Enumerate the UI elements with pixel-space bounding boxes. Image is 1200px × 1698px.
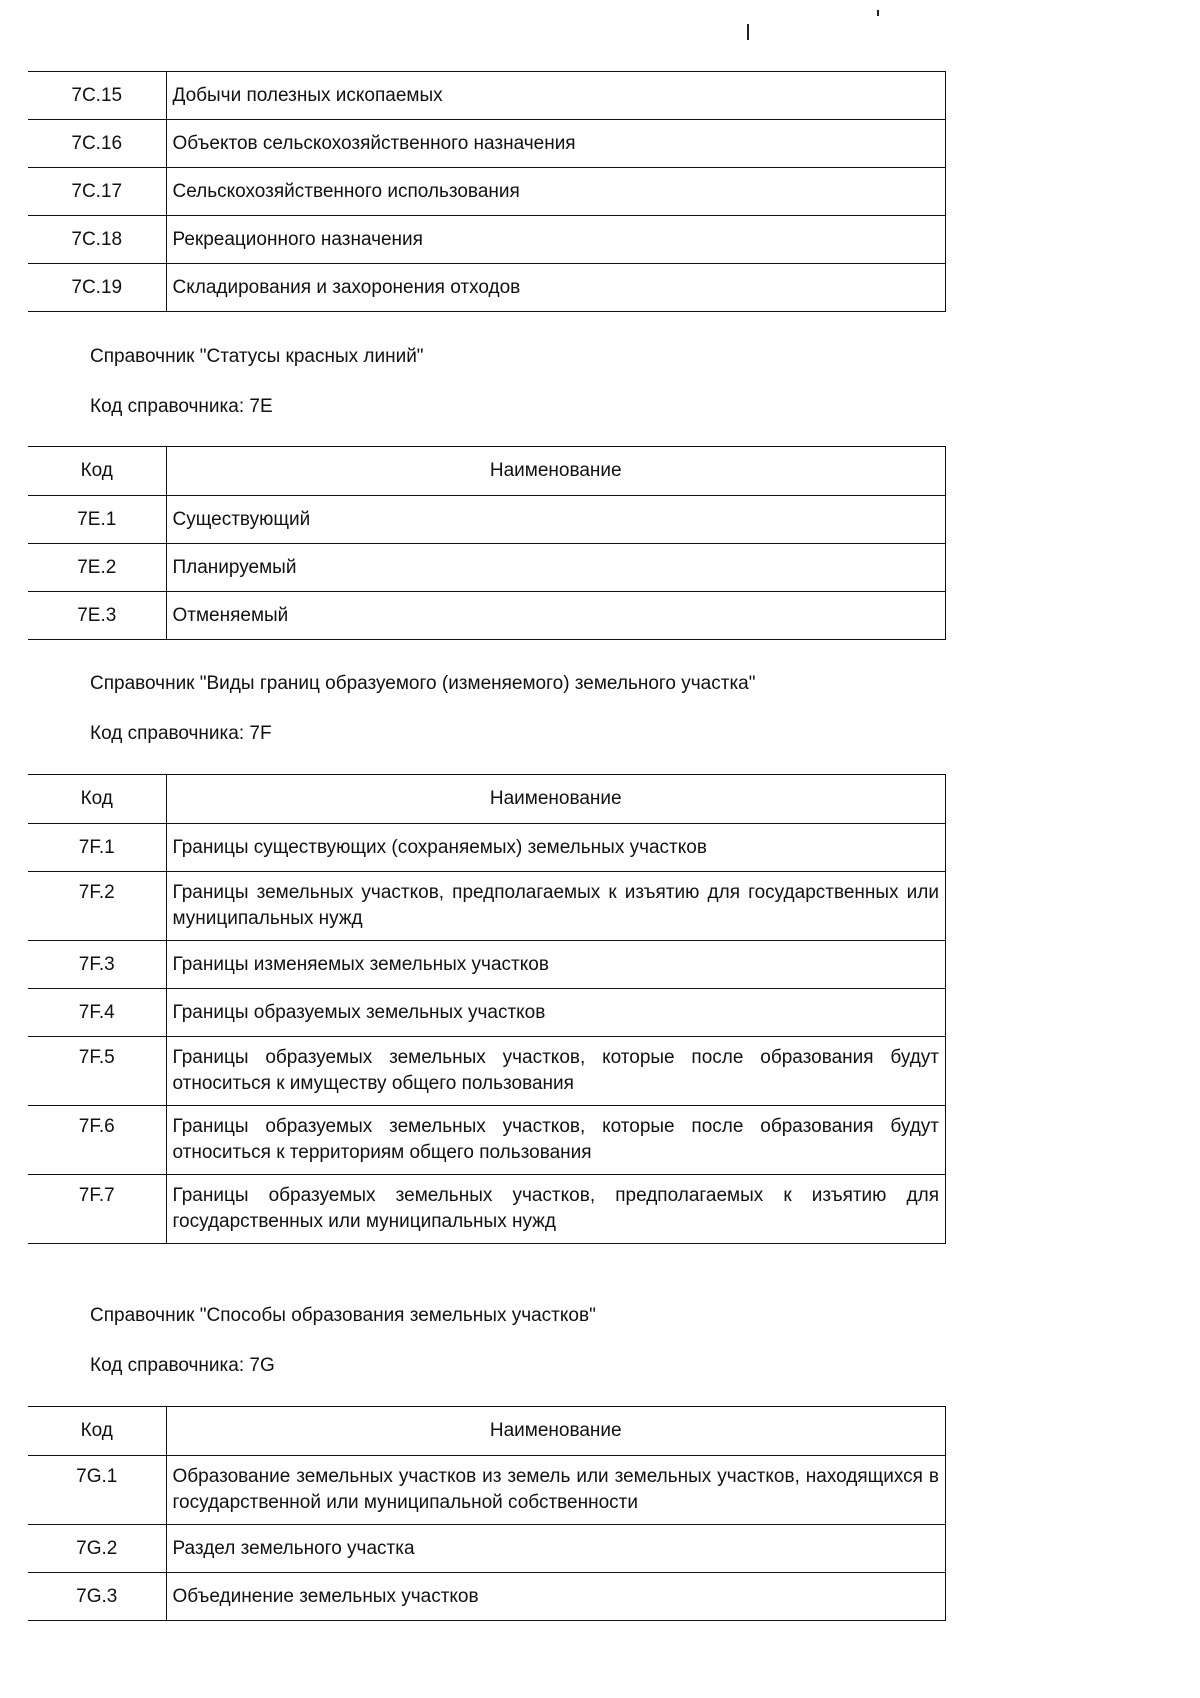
table-row [28, 72, 946, 120]
table-row [28, 1175, 946, 1244]
row-name: Раздел земельного участка [166, 1525, 946, 1573]
section-code-7g: Код справочника: 7G [90, 1355, 275, 1376]
table-row [28, 989, 946, 1037]
row-code: 7E.2 [28, 544, 166, 592]
row-code: 7C.16 [28, 120, 166, 168]
row-name: Границы существующих (сохраняемых) земельных участков [166, 824, 946, 872]
table-7e [28, 446, 946, 640]
table-row [28, 496, 946, 544]
section-code-7f: Код справочника: 7F [90, 723, 272, 744]
table-row [28, 1456, 946, 1525]
row-code: 7F.1 [28, 824, 166, 872]
table-row [28, 264, 946, 312]
scan-mark [877, 10, 879, 16]
row-code: 7F.5 [28, 1037, 166, 1106]
table-row [28, 1525, 946, 1573]
row-name: Существующий [166, 496, 946, 544]
row-name: Границы земельных участков, предполагаемых к изъятию для государственных или муниципальных нужд [166, 872, 946, 941]
table-header-row [28, 1407, 946, 1456]
section-code-7e: Код справочника: 7E [90, 396, 273, 417]
row-name: Границы изменяемых земельных участков [166, 941, 946, 989]
row-code: 7E.3 [28, 592, 166, 640]
row-name: Границы образуемых земельных участков, которые после образования будут относиться к территориям общего пользования [166, 1106, 946, 1175]
header-code: Код [28, 775, 166, 824]
table-row [28, 941, 946, 989]
table-7c [28, 71, 946, 312]
row-code: 7C.18 [28, 216, 166, 264]
row-name: Складирования и захоронения отходов [166, 264, 946, 312]
scan-mark [747, 24, 749, 40]
header-code: Код [28, 1407, 166, 1456]
row-code: 7F.4 [28, 989, 166, 1037]
row-name: Планируемый [166, 544, 946, 592]
header-code: Код [28, 447, 166, 496]
table-row [28, 544, 946, 592]
row-name: Отменяемый [166, 592, 946, 640]
row-name: Границы образуемых земельных участков, предполагаемых к изъятию для государственных или муниципальных нужд [166, 1175, 946, 1244]
row-name: Добычи полезных ископаемых [166, 72, 946, 120]
section-title-7f: Справочник "Виды границ образуемого (изменяемого) земельного участка" [90, 673, 756, 694]
row-code: 7C.17 [28, 168, 166, 216]
row-code: 7C.15 [28, 72, 166, 120]
table-row [28, 1573, 946, 1621]
table-7f [28, 774, 946, 1244]
table-row [28, 824, 946, 872]
header-name: Наименование [166, 775, 946, 824]
row-name: Объединение земельных участков [166, 1573, 946, 1621]
table-header-row [28, 775, 946, 824]
table-row [28, 872, 946, 941]
table-row [28, 592, 946, 640]
header-name: Наименование [166, 447, 946, 496]
table-row [28, 1037, 946, 1106]
table-row [28, 216, 946, 264]
table-row [28, 120, 946, 168]
row-name: Образование земельных участков из земель или земельных участков, находящихся в государственной или муниципальной собственности [166, 1456, 946, 1525]
row-name: Границы образуемых земельных участков, которые после образования будут относиться к имуществу общего пользования [166, 1037, 946, 1106]
table-row [28, 1106, 946, 1175]
row-code: 7E.1 [28, 496, 166, 544]
row-code: 7F.6 [28, 1106, 166, 1175]
row-code: 7G.1 [28, 1456, 166, 1525]
section-title-7e: Справочник "Статусы красных линий" [90, 346, 424, 367]
table-row [28, 168, 946, 216]
table-header-row [28, 447, 946, 496]
row-code: 7G.3 [28, 1573, 166, 1621]
header-name: Наименование [166, 1407, 946, 1456]
section-title-7g: Справочник "Способы образования земельных участков" [90, 1305, 596, 1326]
row-name: Объектов сельскохозяйственного назначения [166, 120, 946, 168]
row-code: 7F.7 [28, 1175, 166, 1244]
table-7g [28, 1406, 946, 1621]
row-code: 7F.3 [28, 941, 166, 989]
row-code: 7G.2 [28, 1525, 166, 1573]
row-code: 7F.2 [28, 872, 166, 941]
row-name: Рекреационного назначения [166, 216, 946, 264]
row-name: Сельскохозяйственного использования [166, 168, 946, 216]
row-name: Границы образуемых земельных участков [166, 989, 946, 1037]
row-code: 7C.19 [28, 264, 166, 312]
